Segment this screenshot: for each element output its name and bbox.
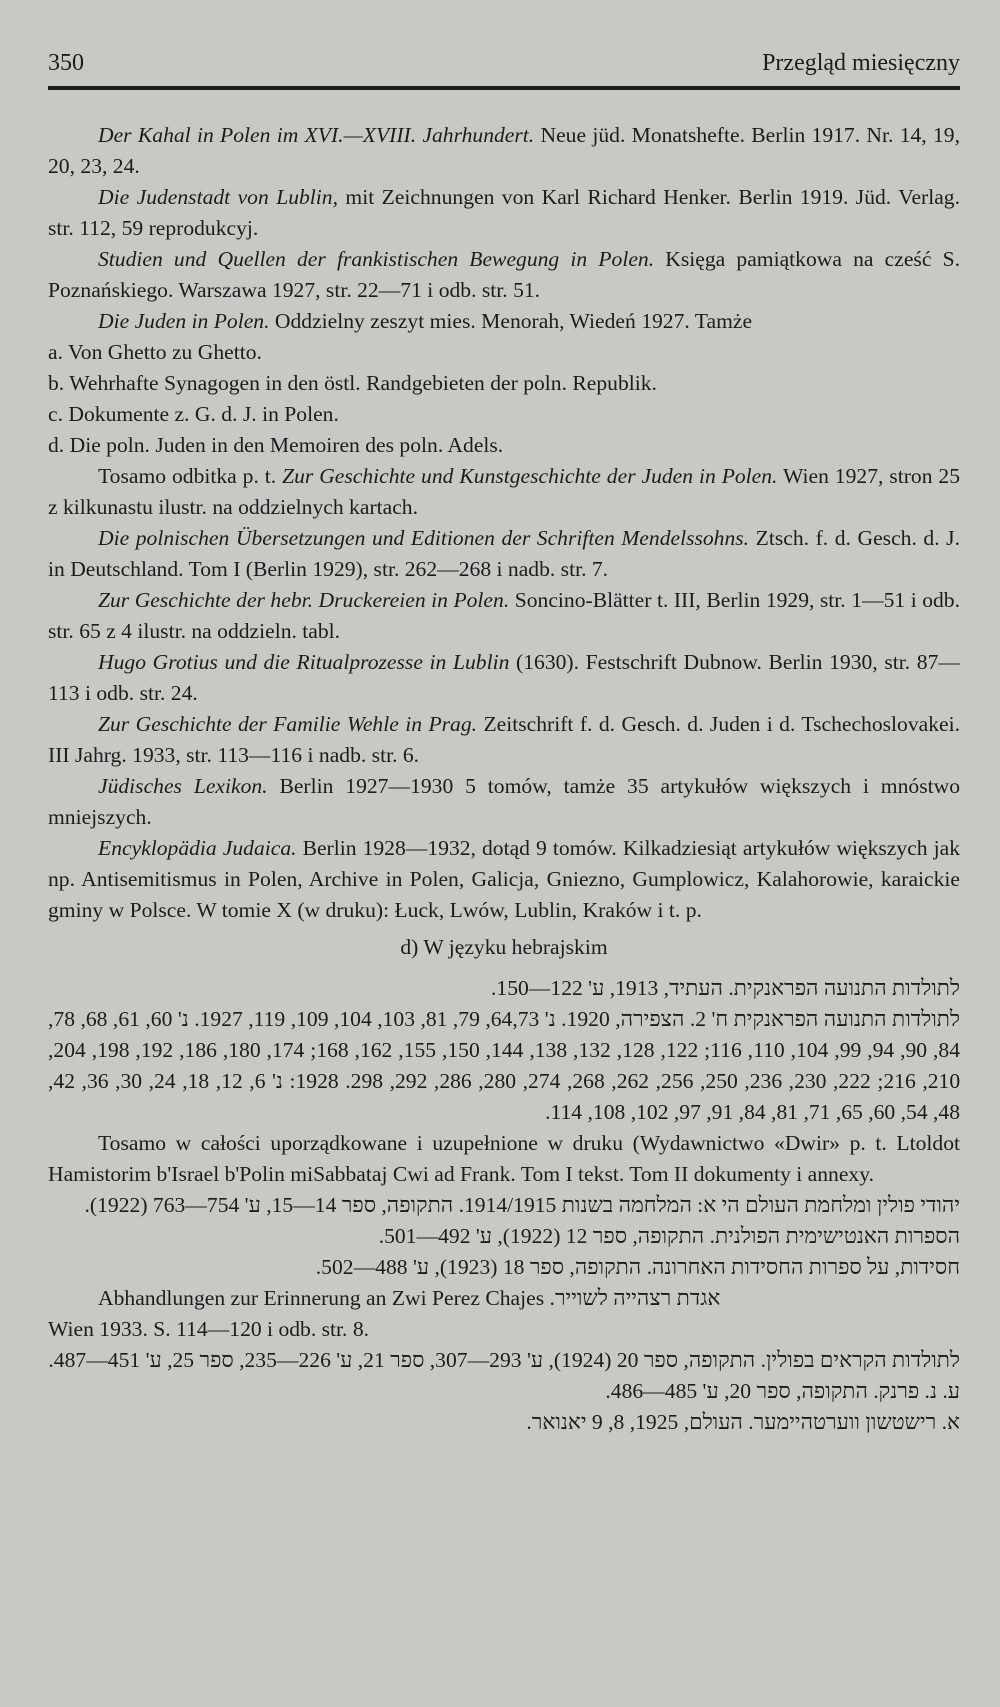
bib-entry: [48, 244, 960, 306]
entry-text: Berlin 1927—1930 5 tomów, tamże 35 artykułów większych i mnóstwo mniejszych.: [48, 774, 960, 829]
hebrew-entry: הספרות האנטישימית הפולנית. התקופה, ספר 12 (1922), ע' 492—501.: [378, 1224, 960, 1248]
bib-entry: Tosamo w całości uporządkowane i uzupełnione w druku (Wydawnictwo «Dwir» p. t. Ltoldot Hamistorim b'Israel b'Polin miSabbataj Cwi ad Frank. Tom I tekst. Tom II dokumenty i annexy.: [48, 1131, 960, 1186]
entry-text: Berlin 1928—1932, dotąd 9 tomów. Kilkadziesiąt artykułów większych jak np. Antisemitismus in Polen, Archive in Polen, Galicja, Gniezno, Gumplowicz, Kalahorowie, karaickie gminy w Polsce. W tomie X (w druku): Łuck, Lwów, Lublin, Kraków i t. p.: [48, 836, 960, 922]
bib-entry: [48, 585, 960, 647]
bib-entry: [48, 771, 960, 833]
header-rule: [48, 86, 960, 90]
bib-entry: [48, 120, 960, 182]
entry-title: Zur Geschichte und Kunstgeschichte der Juden in Polen.: [282, 464, 778, 488]
entry-title: Zur Geschichte der Familie Wehle in Prag.: [98, 712, 478, 736]
entry-title: Die Judenstadt von Lublin,: [98, 185, 338, 209]
entry-title: Die Juden in Polen.: [98, 309, 270, 333]
entry-title: Zur Geschichte der hebr. Druckereien in Polen.: [98, 588, 510, 612]
entry-title: Der Kahal in Polen im XVI.—XVIII. Jahrhundert.: [98, 123, 535, 147]
hebrew-entry: לתולדות הקראים בפולין. התקופה, ספר 20 (1924), ע' 293—307, ספר 21, ע' 226—235, ספר 25, ע' 451—487.: [48, 1348, 960, 1372]
hebrew-entry: לתולדות התנועה הפראנקית ח' 2. הצפירה, 1920. נ' 64,73, 79, 81, 103, 104, 109, 119, 1927. נ' 60, 61, 68, 78, 84, 90, 94, 99, 104, 110, 116; 122, 128, 132, 138, 144, 150, 155, 162, 168; 174, 180, 186, 192, 198, 204, 210, 216; 222, 230, 236, 250, 256, 262, 268, 274, 280, 286, 292, 298. 1928: נ' 6, 12, 18, 24, 30, 36, 42, 48, 54, 60, 65, 71, 81, 84, 91, 97, 102, 108, 114.: [48, 1007, 961, 1124]
entry-text: Oddzielny zeszyt mies. Menorah, Wiedeń 1927. Tamże: [269, 309, 753, 333]
bib-entry: [48, 306, 960, 337]
section-subheading: d) W języku hebrajskim: [400, 935, 608, 959]
entry-title: Studien und Quellen der frankistischen Bewegung in Polen.: [98, 247, 655, 271]
sub-item: b. Wehrhafte Synagogen in den östl. Randgebieten der poln. Republik.: [48, 371, 657, 395]
bib-entry: [48, 647, 960, 709]
entry-title: Hugo Grotius und die Ritualprozesse in Lublin: [98, 650, 510, 674]
entry-text: (1630). Festschrift Dubnow. Berlin 1930, str. 87—113 i odb. str. 24.: [48, 650, 960, 705]
hebrew-entry: יהודי פולין ומלחמת העולם הי א: המלחמה בשנות 1914/1915. התקופה, ספר 14—15, ע' 754—763 (1922).: [84, 1193, 960, 1217]
entry-text: Wien 1927, stron 25 z kilkunastu ilustr. na oddzielnych kartach.: [48, 464, 960, 519]
hebrew-entry: א. רישטשון ווערטהיימער. העולם, 1925, 8, 9 יאנואר.: [526, 1410, 960, 1434]
bib-entry: [48, 182, 960, 244]
sub-item: c. Dokumente z. G. d. J. in Polen.: [48, 402, 339, 426]
bibliography-body: [48, 120, 960, 1438]
entry-text: mit Zeichnungen von Karl Richard Henker. Berlin 1919. Jüd. Verlag. str. 112, 59 reprodukcyj.: [48, 185, 960, 240]
bib-entry: Tosamo odbitka p. t. Zur Geschichte und Kunstgeschichte der Juden in Polen. Wien 1927, stron 25 z kilkunastu ilustr. na oddzielnych kartach.: [48, 464, 960, 519]
bib-entry: [48, 833, 960, 926]
entry-text: Neue jüd. Monatshefte. Berlin 1917. Nr. 14, 19, 20, 23, 24.: [48, 123, 960, 178]
hebrew-entry: לתולדות התנועה הפראנקית. העתיד, 1913, ע' 122—150.: [491, 976, 960, 1000]
hebrew-entry: חסידות, על ספרות החסידות האחרונה. התקופה, ספר 18 (1923), ע' 488—502.: [315, 1255, 960, 1279]
bib-entry-cont: Wien 1933. S. 114—120 i odb. str. 8.: [48, 1317, 370, 1341]
entry-text: Ztsch. f. d. Gesch. d. J. in Deutschland. Tom I (Berlin 1929), str. 262—268 i nadb. str. 7.: [48, 526, 960, 581]
entry-title: Die polnischen Übersetzungen und Editionen der Schriften Mendelssohns.: [98, 526, 750, 550]
entry-text: Zeitschrift f. d. Gesch. d. Juden i d. Tschechoslovakei. III Jahrg. 1933, str. 113—116 i nadb. str. 6.: [48, 712, 960, 767]
entry-title: Encyklopädia Judaica.: [98, 836, 297, 860]
bib-entry: [48, 709, 960, 771]
entry-text: Abhandlungen zur Erinnerung an Zwi Perez Chajes: [98, 1286, 545, 1310]
sub-item: d. Die poln. Juden in den Memoiren des poln. Adels.: [48, 433, 504, 457]
hebrew-inline: אגדת רצהייה לשוייר.: [549, 1286, 721, 1310]
running-title: Przegląd miesięczny: [762, 50, 960, 76]
entry-title: Jüdisches Lexikon.: [98, 774, 268, 798]
bib-entry: [48, 523, 960, 585]
hebrew-entry: ע. נ. פרנק. התקופה, ספר 20, ע' 485—486.: [605, 1379, 960, 1403]
bib-entry: [48, 1283, 960, 1314]
sub-item: a. Von Ghetto zu Ghetto.: [48, 340, 262, 364]
page-number: 350: [48, 50, 84, 76]
entry-text: Księga pamiątkowa na cześć S. Poznańskiego. Warszawa 1927, str. 22—71 i odb. str. 51.: [48, 247, 960, 302]
entry-text: Soncino-Blätter t. III, Berlin 1929, str. 1—51 i odb. str. 65 z 4 ilustr. na oddzieln. tabl.: [48, 588, 960, 643]
